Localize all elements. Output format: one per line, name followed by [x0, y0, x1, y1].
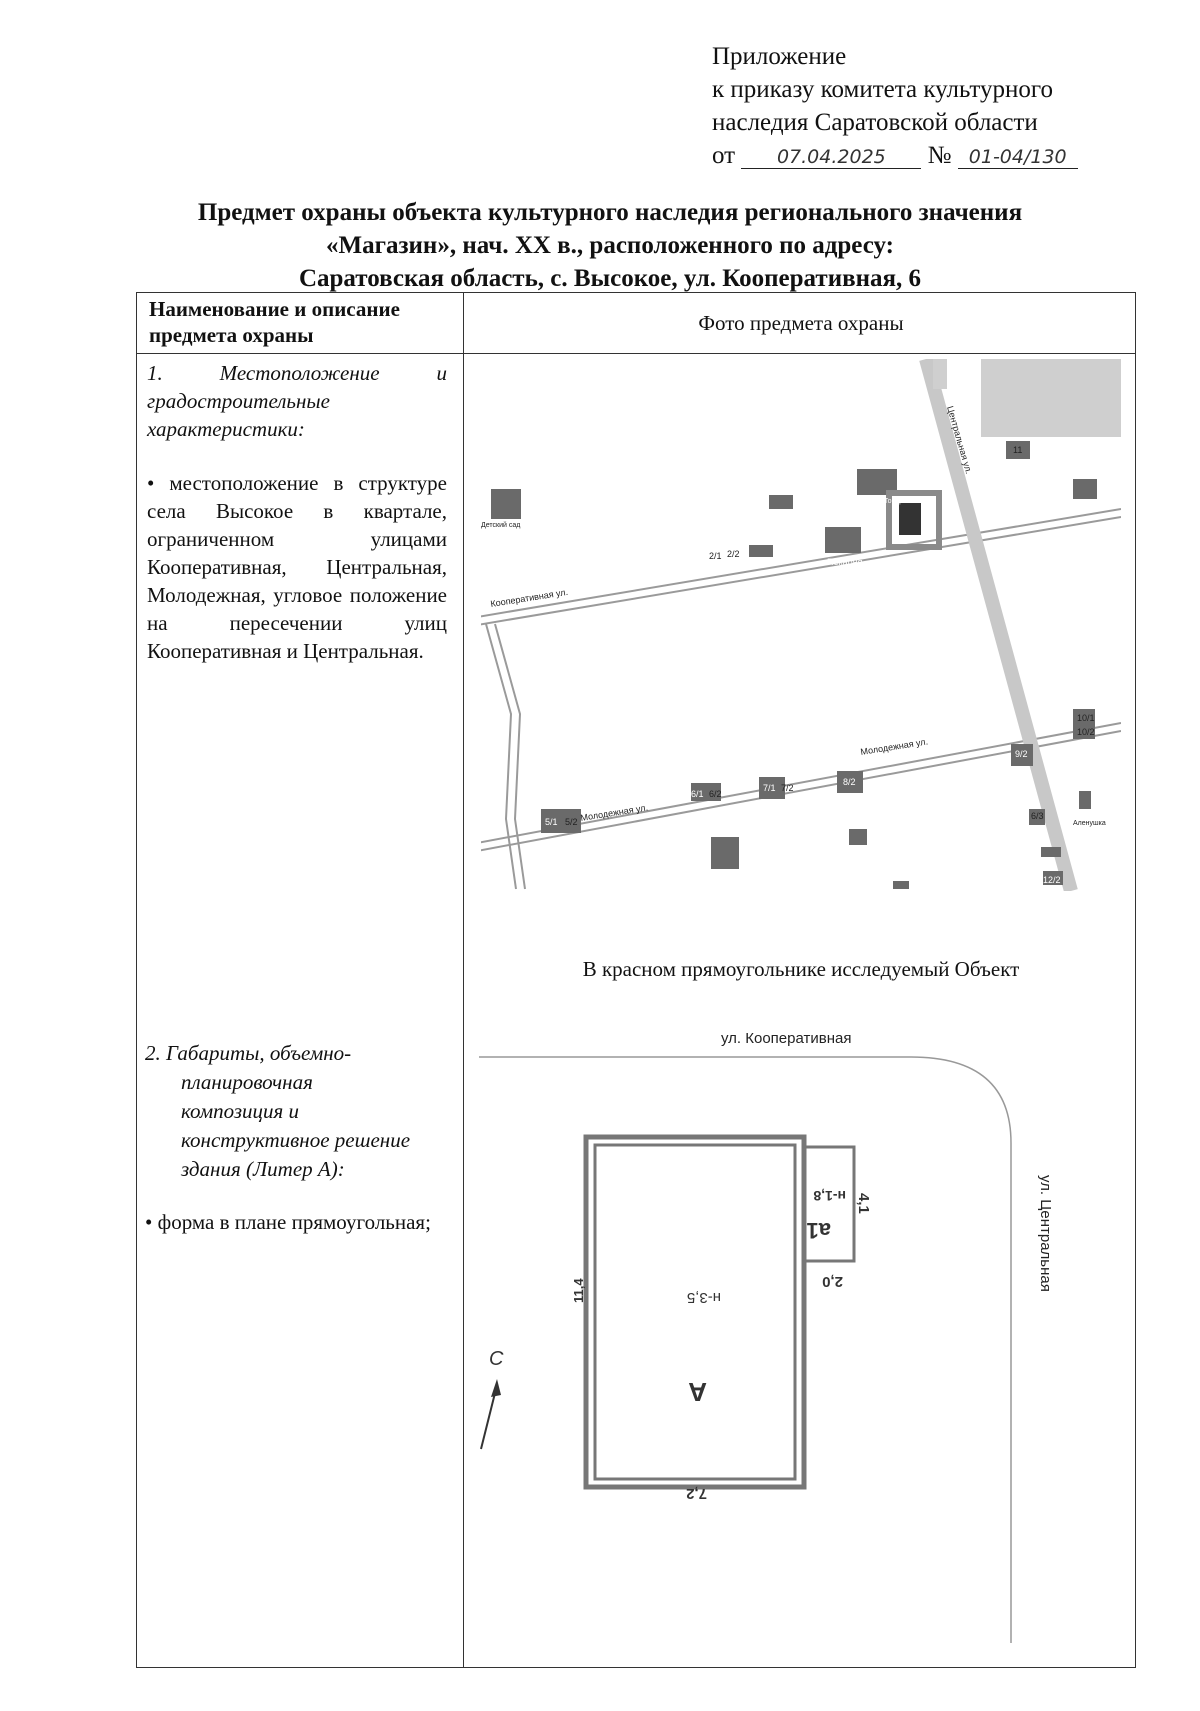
map-lot-label: 10/1 [1077, 713, 1095, 723]
plan-street-right: ул. Центральная [1037, 1175, 1054, 1292]
section-2-body: • форма в плане прямоугольная; [145, 1210, 431, 1234]
title-line-1: Предмет охраны объекта культурного наследия регионального значения [197, 199, 1023, 226]
date-prefix: от [712, 142, 736, 169]
main-label: А [688, 1377, 707, 1407]
map-lot-label: Детский сад [481, 522, 521, 529]
floor-plan [471, 1023, 1131, 1663]
map-lot-label: 6/2 [709, 789, 722, 799]
map-lot-label: 2/2 [727, 549, 740, 559]
appendix-block [712, 40, 1078, 172]
column-divider [463, 293, 464, 1667]
protection-table [136, 292, 1136, 1668]
header-description: Наименование и описание предмета охраны [149, 297, 400, 347]
map-lot-label: 7/2 [781, 783, 794, 793]
map-street-label: Центральная ул. [945, 404, 975, 475]
section-1-title-line: характеристики: [147, 417, 305, 441]
annex-label: а1 [806, 1218, 831, 1243]
map-field [981, 359, 1121, 437]
dim-annex-width: 2,0 [822, 1273, 843, 1290]
section-2-title-line: композиция и [181, 1099, 300, 1123]
section-1-title-line: 1. Местоположение и [147, 361, 447, 385]
map-street-label: Кооперативная ул. [489, 586, 569, 609]
section-2-text [145, 1039, 455, 1237]
appendix-date-line [712, 139, 1078, 172]
map-lot-label: 12/2 [1043, 875, 1061, 885]
section-2-title-line: 2. Габариты, объемно- [145, 1041, 352, 1065]
header-photo: Фото предмета охраны [698, 311, 904, 335]
section-2-title-line: здания (Литер А): [181, 1157, 345, 1181]
section-1-body: • местоположение в структуре села Высокое в квартале, ограниченном улицами Кооперативная, Центральная, Молодежная, угловое положение на пересечении улиц Кооперативная и Центральная. [147, 471, 447, 663]
title-line-3: Саратовская область, с. Высокое, ул. Кооперативная, 6 [298, 265, 922, 292]
map-lot-label: 6/1 [691, 789, 704, 799]
map-lot-label: 10/2 [1077, 727, 1095, 737]
number-value: 01-04/130 [958, 146, 1078, 169]
main-mark: н-3,5 [686, 1289, 721, 1306]
map-caption: В красном прямоугольнике исследуемый Объект [582, 957, 1020, 981]
title-line-2: «Магазин», нач. XX в., расположенного по адресу: [326, 232, 894, 259]
annex-mark: н-1,8 [813, 1188, 846, 1204]
target-building [899, 503, 921, 535]
map-lot-label: 9/2 [1015, 749, 1028, 759]
dim-bottom: 7,2 [686, 1485, 707, 1502]
map-street-label: Молодежная ул. [579, 802, 649, 823]
map-lot-label: 11 [1013, 445, 1023, 455]
appendix-committee: наследия Саратовской области [712, 109, 1038, 136]
map-lot-label: Магазин Товары [855, 498, 909, 505]
plan-street-top: ул. Кооперативная [721, 1030, 852, 1047]
north-arrow [481, 1348, 504, 1449]
dim-annex-length: 4,1 [855, 1193, 872, 1214]
section-2-title-line: планировочная [181, 1070, 313, 1094]
north-label: С [489, 1348, 504, 1370]
building-a-inner [595, 1145, 795, 1479]
map-lot-label: Пекарня [827, 557, 863, 567]
dim-left: 11,4 [571, 1278, 586, 1303]
map-lot-label: Аленушка [1073, 820, 1106, 827]
site-map [481, 359, 1121, 891]
section-2-title-line: конструктивное решение [181, 1128, 411, 1152]
section-1-title-line: градостроительные [147, 389, 330, 413]
map-lot-label: 8/2 [843, 777, 856, 787]
page-title [110, 196, 1110, 295]
header-divider [137, 353, 1135, 354]
appendix-title: Приложение [712, 43, 847, 70]
building-a-outline [586, 1137, 804, 1487]
map-lot-label: 2/1 [709, 551, 722, 561]
appendix-order: к приказу комитета культурного [712, 76, 1054, 103]
map-street-label: Молодежная ул. [859, 736, 929, 757]
map-lot-label: 5/1 [545, 817, 558, 827]
map-lot-label: 5/2 [565, 817, 578, 827]
date-value: 07.04.2025 [741, 146, 921, 169]
map-lot-label: 7/1 [763, 783, 776, 793]
section-1-text [147, 359, 447, 665]
map-lot-label: 6/3 [1031, 811, 1044, 821]
number-prefix: № [927, 142, 952, 169]
